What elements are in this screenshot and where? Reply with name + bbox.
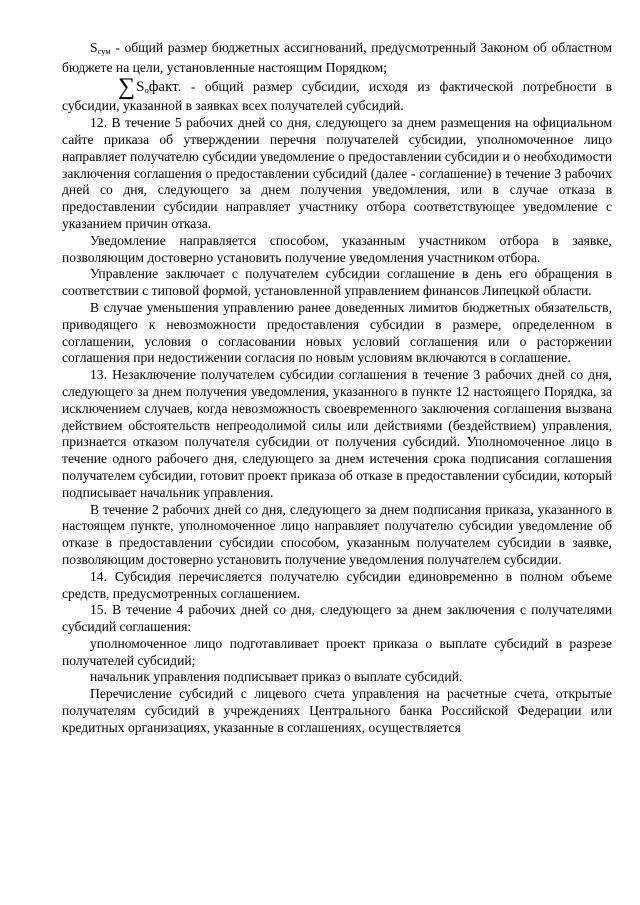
- paragraph-12-notice: Уведомление направляется способом, указанным участником отбора в заявке, позволяющим достоверно установить получение уведомления участником отбора.: [62, 232, 612, 265]
- paragraph-12-agreement: Управление заключает с получателем субсидии соглашение в день его обращения в соответствии с типовой формой, установленной управлением финансов Липецкой области.: [62, 266, 612, 299]
- paragraph-text: - общий размер субсидии, исходя из фактической потребности в субсидии, указанной в заявках всех получателей субсидий.: [62, 78, 612, 114]
- paragraph-12-reduction: В случае уменьшения управлению ранее доведенных лимитов бюджетных обязательств, приводящего к невозможности предоставления субсидии в размере, определенном в соглашении, условия о согласовании новых условий соглашения или о расторжении соглашения при недостижении согласия по новым условиям включаются в соглашение.: [62, 299, 612, 366]
- paragraph-15-a: уполномоченное лицо подготавливает проект приказа о выплате субсидий в разрезе получателей субсидий;: [62, 635, 612, 668]
- sigma-symbol: ∑: [118, 73, 136, 100]
- paragraph-15: 15. В течение 4 рабочих дней со дня, следующего за днем заключения с получателями субсидий соглашения:: [62, 602, 612, 635]
- document-text: [62, 40, 612, 737]
- paragraph-15-transfer: Перечисление субсидий с лицевого счета управления на расчетные счета, открытые получателям субсидий в учреждениях Центрального банка Российской Федерации или кредитных организациях, указанные в соглашениях, осуществляется: [62, 686, 612, 735]
- paragraph-text: - общий размер бюджетных ассигнований, предусмотренный Законом об областном бюджете на цели, установленные настоящим Порядком;: [62, 40, 612, 75]
- paragraph-s-sum: [62, 40, 612, 77]
- paragraph-s-fact: [62, 73, 612, 116]
- paragraph-15-b: начальник управления подписывает приказ о выплате субсидий.: [90, 669, 463, 685]
- paragraph-13: 13. Незаключение получателем субсидии соглашения в течение 3 рабочих дней со дня, следующего за днем получения уведомления, указанного в пункте 12 настоящего Порядка, за исключением случаев, когда невозможность своевременного заключения соглашения вызвана действием обстоятельств непреодолимой силы или действиями (бездействием) управления, признается отказом получателя субсидии от получения субсидий. Уполномоченное лицо в течение одного рабочего дня, следующего за днем истечения срока подписания соглашения получателем субсидии, готовит проект приказа об отказе в предоставлении субсидии, который подписывает начальник управления.: [62, 367, 612, 500]
- symbol-s: S: [136, 78, 145, 95]
- paragraph-12: 12. В течение 5 рабочих дней со дня, следующего за днем размещения на официальном сайте приказа об утверждении перечня получателей субсидии, уполномоченное лицо направляет получателю субсидии уведомление о предоставлении субсидии и о необходимости заключения соглашения о предоставлении субсидий (далее - соглашение) в течение 3 рабочих дней со дня, следующего за днем получения уведомления, или в случае отказа в предоставлении субсидии направляет участнику отбора соответствующее уведомление с указанием причин отказа.: [62, 115, 612, 231]
- symbol-s: S: [90, 40, 98, 55]
- symbol-subscript-o: о: [144, 84, 149, 95]
- symbol-fact: факт.: [148, 78, 182, 95]
- paragraph-13-order: В течение 2 рабочих дней со дня, следующего за днем подписания приказа, указанного в настоящем пункте, уполномоченное лицо направляет получателю субсидии уведомление об отказе в предоставлении субсидии способом, указанным получателем субсидии в заявке, позволяющим достоверно установить получение уведомления получателем субсидии.: [62, 501, 612, 567]
- symbol-subscript-sum: сум: [97, 46, 111, 56]
- paragraph-14: 14. Субсидия перечисляется получателю субсидии единовременно в полном объеме средств, предусмотренных соглашением.: [62, 568, 612, 601]
